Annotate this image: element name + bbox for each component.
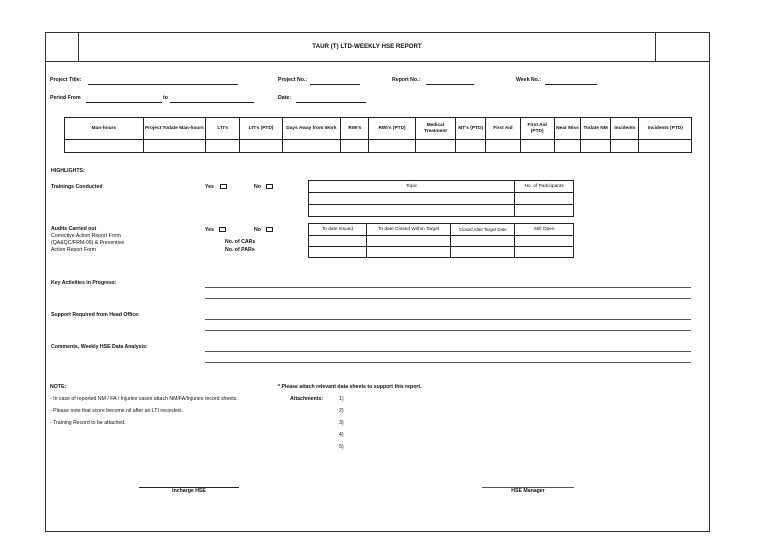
header-logo-left — [45, 32, 79, 62]
col-man-hours: Man-hours — [65, 118, 144, 140]
audits-yes-label: Yes — [205, 227, 214, 233]
period-to-line[interactable] — [170, 102, 254, 103]
cell-ltis[interactable] — [206, 140, 240, 153]
period-from-line[interactable] — [86, 102, 162, 103]
comments-line[interactable] — [205, 362, 691, 363]
report-frame — [45, 32, 710, 532]
col-project-todate-man-hours: Project Todate Man-hours — [143, 118, 205, 140]
week-no-line[interactable] — [545, 84, 597, 85]
highlights-heading: HIGHLIGHTS: — [51, 168, 85, 174]
attachment-item: 4) — [339, 432, 344, 438]
audits-no-checkbox[interactable] — [266, 227, 273, 232]
incharge-hse-label: Incharge HSE — [172, 488, 206, 494]
attachments-label: Attachments: — [290, 396, 324, 402]
attachment-item: 1) — [339, 396, 344, 402]
training-participants-cell[interactable] — [515, 193, 574, 205]
col-todate-nm: Todate NM — [581, 118, 611, 140]
col-incidents: Incidents — [611, 118, 639, 140]
col-first-aid-ptd: First Aid (PTD) — [520, 118, 554, 140]
trainings-no-label: No — [254, 184, 261, 190]
col-mts-ptd: MT's (PTD) — [456, 118, 486, 140]
no-pars-label: No. of PARs — [225, 247, 255, 253]
key-activities-label: Key Activities in Progress: — [51, 280, 117, 286]
project-title-line[interactable] — [88, 84, 238, 85]
attachment-item: 3) — [339, 420, 344, 426]
note-item: - Please note that score become nil after an LTI recorded. — [50, 408, 183, 414]
cell-project-todate[interactable] — [143, 140, 205, 153]
col-rwis-ptd: RWI's (PTD) — [369, 118, 415, 140]
col-incidents-ptd: Incidents (PTD) — [639, 118, 692, 140]
col-ltis-ptd: LTI's (PTD) — [240, 118, 282, 140]
cell-near-miss[interactable] — [554, 140, 580, 153]
comments-label: Comments, Weekly HSE Data Analysis: — [51, 344, 148, 350]
audit-cell[interactable] — [515, 247, 574, 258]
cell-man-hours[interactable] — [65, 140, 144, 153]
cell-first-aid-ptd[interactable] — [520, 140, 554, 153]
training-topic-cell[interactable] — [309, 205, 515, 217]
audits-no-label: No — [254, 227, 261, 233]
cell-todate-nm[interactable] — [581, 140, 611, 153]
project-title-label: Project Title: — [50, 77, 82, 83]
trainings-label: Trainings Conducted — [51, 184, 103, 190]
training-topic-cell[interactable] — [309, 193, 515, 205]
support-required-line[interactable] — [205, 319, 691, 320]
project-no-line[interactable] — [310, 84, 360, 85]
note-item: - In case of reported NM / FA / Injuries cases attach NM/FA/Injuries record sheets. — [50, 396, 238, 402]
hse-manager-label: HSE Manager — [511, 488, 545, 494]
cell-medical[interactable] — [415, 140, 455, 153]
col-first-aid: First Aid — [486, 118, 520, 140]
cell-incidents-ptd[interactable] — [639, 140, 692, 153]
cell-mts-ptd[interactable] — [456, 140, 486, 153]
audit-cell[interactable] — [309, 236, 367, 247]
audits-label: Audits Carried out — [51, 226, 97, 232]
note-heading: NOTE: — [50, 384, 67, 390]
support-required-label: Support Required from Head Office: — [51, 312, 140, 318]
comments-line[interactable] — [205, 351, 691, 352]
audits-yes-checkbox[interactable] — [219, 227, 226, 232]
page-title: TAUR (T) LTD-WEEKLY HSE REPORT — [312, 43, 422, 50]
report-no-line[interactable] — [426, 84, 474, 85]
training-table — [308, 180, 574, 217]
col-rwis: RWI's — [341, 118, 369, 140]
cell-rwis-ptd[interactable] — [369, 140, 415, 153]
attachment-item: 2) — [339, 408, 344, 414]
note-item: - Training Record to be attached. — [50, 420, 126, 426]
key-activities-line[interactable] — [205, 298, 691, 299]
support-required-line[interactable] — [205, 330, 691, 331]
cell-rwis[interactable] — [341, 140, 369, 153]
date-line[interactable] — [296, 102, 366, 103]
audits-sub-line1: Corrective Action Report Form — [51, 233, 121, 239]
cell-ltis-ptd[interactable] — [240, 140, 282, 153]
audit-cell[interactable] — [515, 236, 574, 247]
training-participants-header: No. of Participants — [515, 181, 574, 193]
audit-still-open-header: Still Open — [515, 224, 574, 236]
report-no-label: Report No.: — [392, 77, 421, 83]
audit-cell[interactable] — [451, 247, 515, 258]
stats-entry-row[interactable] — [65, 140, 692, 153]
col-medical-treatment: Medical Treatment — [415, 118, 455, 140]
col-near-miss: Near Miss — [554, 118, 580, 140]
audits-sub-line2: (QA&QC/FRM-09) & Preventive — [51, 240, 125, 246]
col-ltis: LTI's — [206, 118, 240, 140]
cell-first-aid[interactable] — [486, 140, 520, 153]
audit-cell[interactable] — [309, 247, 367, 258]
period-from-label: Period From — [50, 95, 81, 101]
audit-issued-header: To date Issued — [309, 224, 367, 236]
cell-days-away[interactable] — [282, 140, 340, 153]
audit-table — [308, 223, 574, 258]
period-to-label: to — [163, 95, 168, 101]
week-no-label: Week No.: — [516, 77, 541, 83]
audit-cell[interactable] — [366, 236, 451, 247]
audit-cell[interactable] — [451, 236, 515, 247]
attachment-item: 5) — [339, 444, 344, 450]
trainings-yes-checkbox[interactable] — [220, 184, 227, 189]
attach-note: * Please attach relevant data sheets to support this report. — [278, 384, 422, 390]
key-activities-line[interactable] — [205, 287, 691, 288]
audits-sub-line3: Action Report Form — [51, 247, 96, 253]
audit-closed-within-header: To date Closed Within Target — [366, 224, 451, 236]
trainings-no-checkbox[interactable] — [266, 184, 273, 189]
stats-table — [64, 117, 692, 153]
header-logo-right — [655, 32, 710, 62]
cell-incidents[interactable] — [611, 140, 639, 153]
audit-closed-after-header: Closed After Target Date — [451, 224, 515, 236]
audit-cell[interactable] — [366, 247, 451, 258]
project-no-label: Project No.: — [278, 77, 308, 83]
col-days-away: Days Away from Work — [282, 118, 340, 140]
training-topic-header: Topic — [309, 181, 515, 193]
date-label: Date: — [278, 95, 291, 101]
trainings-yes-label: Yes — [205, 184, 214, 190]
no-cars-label: No. of CARs — [225, 239, 256, 245]
training-participants-cell[interactable] — [515, 205, 574, 217]
